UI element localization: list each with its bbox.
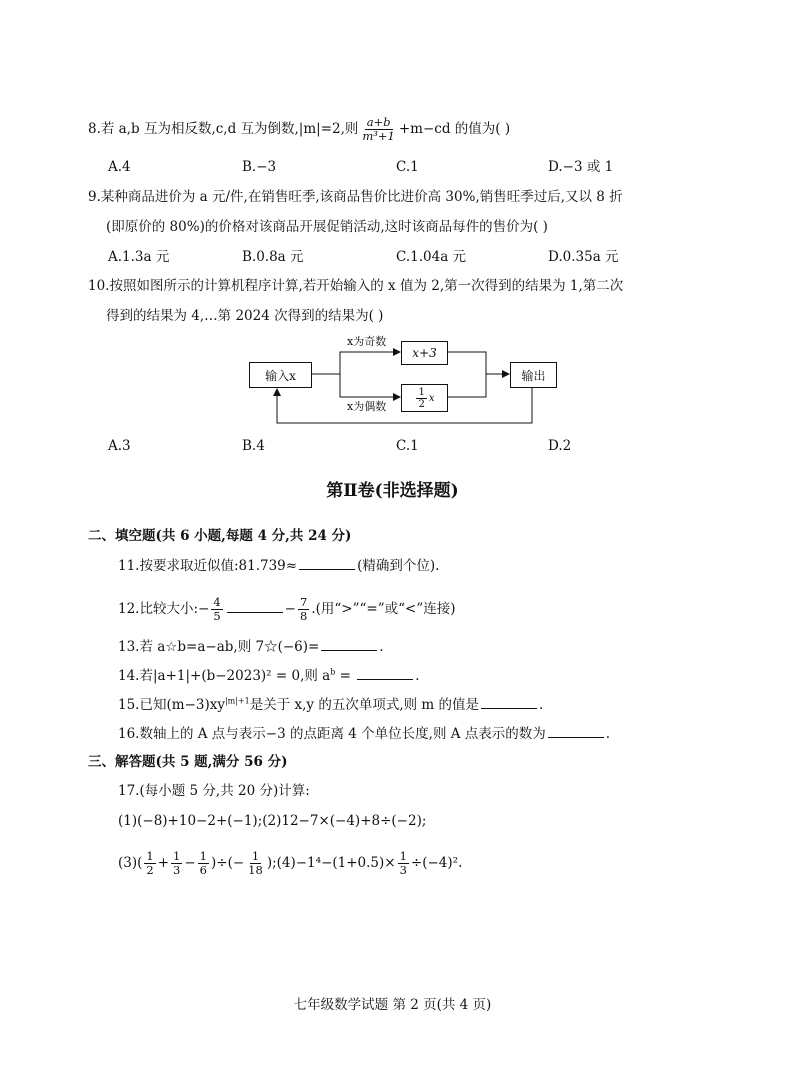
q9-option-d: D.0.35a 元 — [548, 249, 619, 265]
q10-line1: 10.按照如图所示的计算机程序计算,若开始输入的 x 值为 2,第一次得到的结果为 1,第二次 — [88, 278, 624, 294]
q16-answer-blank — [548, 724, 604, 738]
question-15: 15.已知$(m-3)xy^{|m|+1}$是关于 x,y 的五次单项式,则 m 的值是 . — [118, 696, 544, 713]
flowchart-connectors — [0, 0, 785, 440]
flow-odd-op-box: x+3 — [401, 341, 448, 365]
page-footer: 七年级数学试题 第 2 页(共 4 页) — [293, 997, 492, 1013]
q17-line2: (3)( $\frac{1}{2}$ + $\frac{1}{3}$ − $\frac{1}{6}$ )÷(− $\frac{1}{18}$ );(4)−1⁴−(1+0.5)× $\frac{1}{3}$ ÷(−4)². — [118, 849, 463, 877]
q9-option-b: B.0.8a 元 — [242, 249, 304, 265]
q8-fraction: $\frac{a+b}{\text{m³+1}}$ — [362, 115, 395, 143]
flow-even-op-box: $\frac{1}{2}$ x — [401, 384, 448, 412]
question-12: 12.比较大小:− $\frac{4}{5}$ − $\frac{7}{8}$ .(用“>”“=”或“<”连接) — [118, 595, 456, 623]
q8-option-b: B.−3 — [242, 159, 277, 175]
q17-line1: (1)(−8)+10−2+(−1);(2)12−7×(−4)+8÷(−2); — [118, 813, 427, 829]
question-13: 13.若 a☆b=a−ab,则 7☆(−6)= . — [118, 639, 384, 655]
q9-line1: 9.某种商品进价为 a 元/件,在销售旺季,该商品售价比进价高 30%,销售旺季过后,又以 8 折 — [88, 189, 623, 205]
line-even-merge — [447, 374, 486, 397]
q14-answer-blank — [357, 666, 413, 680]
q9-line2: (即原价的 80%)的价格对该商品开展促销活动,这时该商品每件的售价为( ) — [106, 219, 548, 235]
arrow-odd-branch — [340, 352, 400, 374]
q17-title: 17.(每小题 5 分,共 20 分)计算: — [118, 783, 310, 799]
flow-even-label: x为偶数 — [347, 400, 387, 413]
q10-option-c: C.1 — [396, 438, 419, 454]
question-16: 16.数轴上的 A 点与表示−3 的点距离 4 个单位长度,则 A 点表示的数为 . — [118, 726, 611, 742]
q9-option-a: A.1.3a 元 — [108, 249, 170, 265]
q9-option-c: C.1.04a 元 — [396, 249, 467, 265]
part2-header: 二、填空题(共 6 小题,每题 4 分,共 24 分) — [88, 528, 352, 544]
q8-option-c: C.1 — [396, 159, 419, 175]
part3-header: 三、解答题(共 5 题,满分 56 分) — [88, 754, 288, 770]
q11-answer-blank — [299, 556, 355, 570]
q13-answer-blank — [321, 637, 377, 651]
q12-answer-blank — [227, 599, 283, 613]
flow-output-box: 输出 — [510, 362, 557, 388]
q8-option-d: D.−3 或 1 — [548, 159, 614, 175]
flow-input-box: 输入x — [249, 362, 312, 388]
question-14: 14.若|a+1|+(b−2023)² = 0,则 $a^b$ = . — [118, 667, 420, 684]
q10-option-a: A.3 — [108, 438, 131, 454]
q10-option-b: B.4 — [242, 438, 265, 454]
section-2-title: 第Ⅱ卷(非选择题) — [326, 481, 459, 501]
q8-suffix: +m−cd 的值为( ) — [398, 121, 511, 137]
arrow-even-branch — [340, 374, 400, 397]
q10-option-d: D.2 — [548, 438, 572, 454]
q8-option-a: A.4 — [108, 159, 131, 175]
line-odd-merge — [447, 352, 486, 374]
flow-odd-label: x为奇数 — [347, 335, 387, 348]
q10-line2: 得到的结果为 4,…第 2024 次得到的结果为( ) — [106, 308, 384, 324]
question-11: 11.按要求取近似值:81.739≈ (精确到个位). — [118, 558, 440, 574]
q15-answer-blank — [481, 695, 537, 709]
q8-text: 8.若 a,b 互为相反数,c,d 互为倒数,|m|=2,则 — [88, 121, 359, 137]
